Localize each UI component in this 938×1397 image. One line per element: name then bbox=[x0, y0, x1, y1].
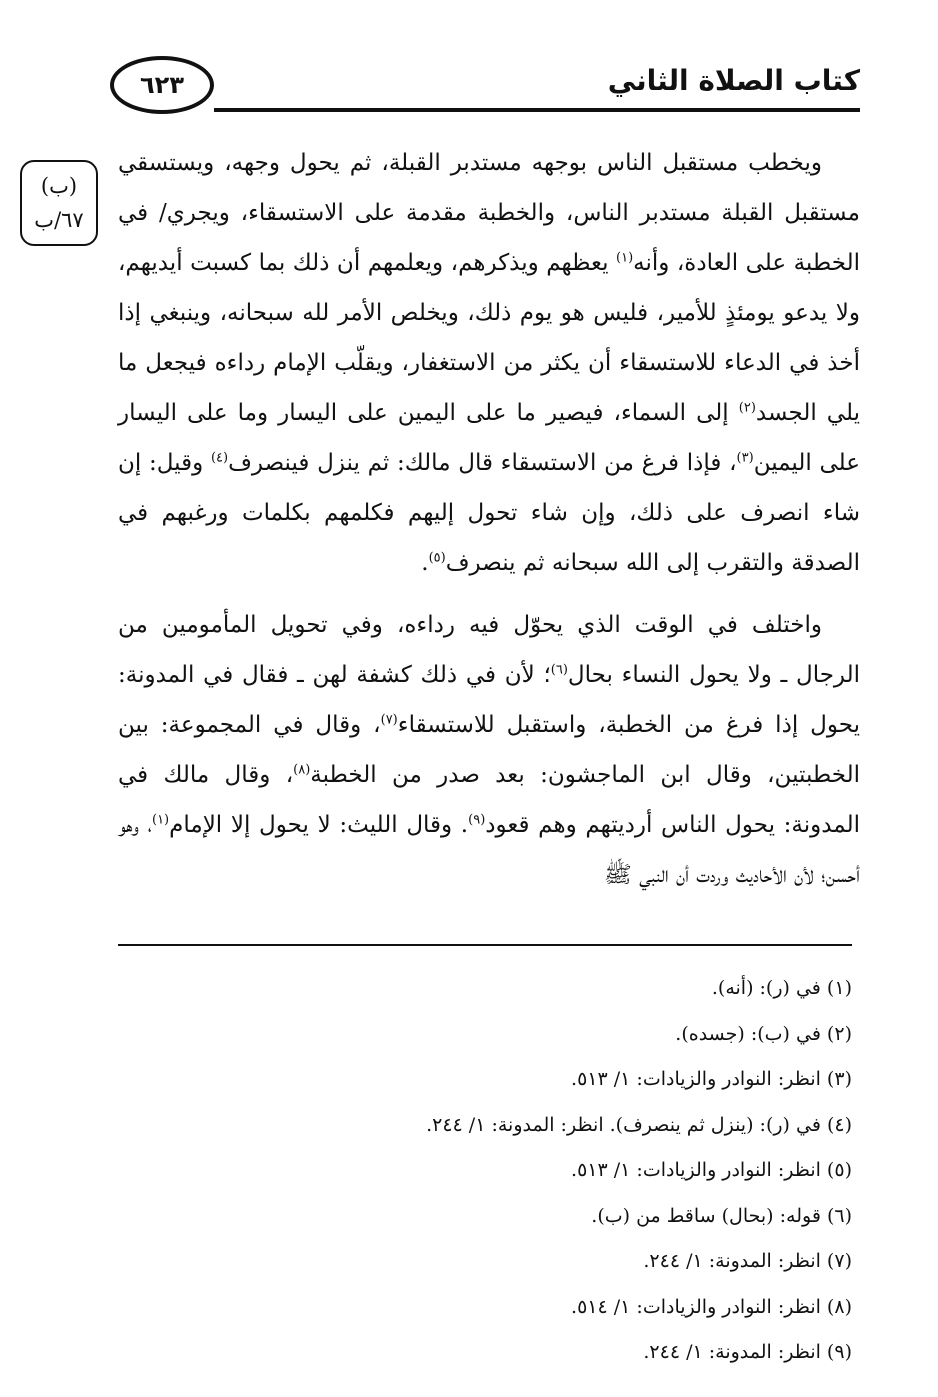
manuscript-siglum: (ب) bbox=[40, 174, 78, 198]
footnote-reference[interactable]: (٥) bbox=[428, 550, 446, 566]
footnote-reference[interactable]: (٢) bbox=[738, 400, 756, 416]
body-text-run: ، وقال مالك في المدونة: يحول الناس أرديتهم وهم قعود bbox=[118, 762, 860, 838]
footnote-item: (٦) قوله: (بحال) ساقط من (ب). bbox=[591, 1204, 852, 1227]
body-text-run: ، وقال في المجموعة: بين الخطبتين، وقال ابن الماجشون: بعد صدر من الخطبة bbox=[118, 712, 860, 788]
body-paragraph bbox=[118, 138, 860, 588]
footnote-reference[interactable]: (٩) bbox=[468, 812, 486, 828]
body-text-run: . bbox=[421, 550, 429, 576]
body-text-run: وقيل: إن شاء انصرف على ذلك، وإن شاء تحول إليهم فكلمهم بكلمات ورغبهم في الصدقة والتقرب إلى الله سبحانه ثم ينصرف bbox=[118, 450, 860, 576]
header-rule bbox=[214, 108, 860, 112]
page-header bbox=[110, 48, 870, 128]
body-text-run: ؛ لأن في ذلك كشفة لهن ـ فقال في المدونة: يحول إذا فرغ من الخطبة، واستقبل للاستسقاء bbox=[118, 662, 860, 738]
footnote-item: (٤) في (ر): (ينزل ثم ينصرف). انظر: المدونة: ١/ ٢٤٤. bbox=[426, 1113, 852, 1136]
footnote-item: (٧) انظر: المدونة: ١/ ٢٤٤. bbox=[643, 1250, 852, 1272]
body-text-run: ويخطب مستقبل الناس بوجهه مستدبر القبلة، ثم يحول وجهه، ويستسقي مستقبل القبلة مستدبر الناس، والخطبة مقدمة على الاستسقاء، ويجري/ في الخطبة على العادة، وأنه bbox=[118, 150, 860, 276]
footnote-reference[interactable]: (٦) bbox=[550, 662, 568, 678]
footnote-reference[interactable]: (١) bbox=[616, 250, 634, 266]
body-text-run: ، وهو أحسن؛ لأن الأحاديث وردت أن النبي ﷺ bbox=[118, 812, 860, 888]
footnote-item: (٥) انظر: النوادر والزيادات: ١/ ٥١٣. bbox=[571, 1159, 852, 1181]
footnote-reference[interactable]: (٨) bbox=[293, 762, 311, 778]
footnote-reference[interactable]: (٣) bbox=[736, 450, 754, 466]
footnotes bbox=[118, 966, 852, 1376]
body-text-run: ، فإذا فرغ من الاستسقاء قال مالك: ثم ينزل فينصرف bbox=[228, 450, 737, 476]
body-text-run: إلى السماء، فيصير ما على اليمين على اليسار وما على اليسار على اليمين bbox=[118, 400, 860, 476]
footnote-item: (٢) في (ب): (جسده). bbox=[675, 1022, 852, 1045]
running-title: كتاب الصلاة الثاني bbox=[607, 64, 860, 97]
folio-number: ٦٧/ب bbox=[34, 208, 84, 232]
footnote-reference[interactable]: (٤) bbox=[210, 450, 229, 466]
manuscript-folio-note bbox=[20, 160, 98, 246]
body-text-run: واختلف في الوقت الذي يحوّل فيه رداءه، وفي تحويل المأمومين من الرجال ـ ولا يحول النساء بحال bbox=[118, 612, 861, 688]
body-text-run: يعظهم ويذكرهم، ويعلمهم أن ذلك بما كسبت أيديهم، ولا يدعو يومئذٍ للأمير، فليس هو يوم ذلك، ويخلص الأمر لله سبحانه، وينبغي إذا أخذ في الدعاء للاستسقاء أن يكثر من الاستغفار، ويقلّب الإمام رداءه فيجعل ما يلي الجسد bbox=[118, 250, 860, 426]
footnote-item: (١) في (ر): (أنه). bbox=[711, 977, 852, 999]
body-paragraph bbox=[118, 600, 860, 900]
footnote-item: (٩) انظر: المدونة: ١/ ٢٤٤. bbox=[643, 1341, 852, 1363]
body-text-run: . وقال الليث: لا يحول إلا الإمام bbox=[169, 812, 469, 838]
footnote-reference[interactable]: (١) bbox=[151, 812, 170, 828]
footnote-separator bbox=[118, 944, 852, 946]
page-number: ٦٢٣ bbox=[110, 56, 214, 114]
footnote-item: (٨) انظر: النوادر والزيادات: ١/ ٥١٤. bbox=[571, 1295, 852, 1318]
main-text bbox=[118, 138, 860, 900]
footnote-item: (٣) انظر: النوادر والزيادات: ١/ ٥١٣. bbox=[571, 1068, 852, 1090]
footnote-reference[interactable]: (٧) bbox=[380, 712, 398, 728]
